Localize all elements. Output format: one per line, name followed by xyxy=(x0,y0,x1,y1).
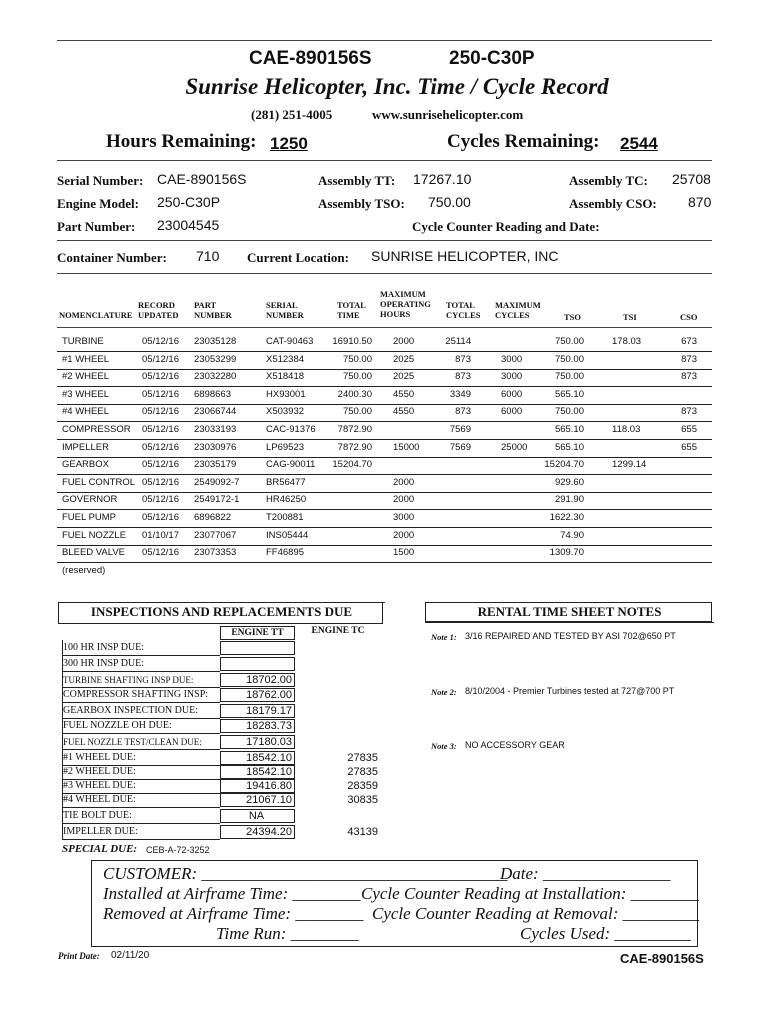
special-due-label: SPECIAL DUE: xyxy=(62,843,138,855)
page-title: Sunrise Helicopter, Inc. Time / Cycle Record xyxy=(185,74,609,99)
cell-serial: CAT-90463 xyxy=(266,336,314,347)
col-header-tsi: TSI xyxy=(623,312,637,322)
cell-tsi: 1299.14 xyxy=(612,459,647,471)
top-rule xyxy=(57,40,712,41)
cell-tso: 15204.70 xyxy=(544,459,584,471)
cell-part: 23035179 xyxy=(194,459,237,471)
note-2-label: Note 2: xyxy=(431,687,457,697)
cell-name: FUEL CONTROL xyxy=(62,476,136,488)
cell-max-hours: 4550 xyxy=(393,406,415,418)
table-row xyxy=(57,351,712,370)
table-header-rule xyxy=(57,327,712,328)
part-number-label: Part Number: xyxy=(57,219,136,234)
table-row xyxy=(57,456,712,475)
cell-updated: 05/12/16 xyxy=(142,476,179,488)
inspection-engine-tc[interactable]: 43139 xyxy=(347,826,378,838)
inspection-engine-tc[interactable] xyxy=(298,688,378,702)
cell-max-hours: 2025 xyxy=(393,371,415,383)
table-row xyxy=(57,544,712,563)
cycle-counter-label: Cycle Counter Reading and Date: xyxy=(412,219,600,234)
cell-total-time: 16910.50 xyxy=(332,336,372,347)
col-header-total-time: TOTAL TIME xyxy=(337,300,366,320)
table-row xyxy=(57,474,712,493)
table-row xyxy=(57,386,712,405)
inspection-label: GEARBOX INSPECTION DUE: xyxy=(63,704,220,719)
inspection-engine-tc[interactable]: 27835 xyxy=(347,752,378,764)
inspection-engine-tc[interactable] xyxy=(298,735,378,749)
table-row xyxy=(57,333,712,352)
cell-tso: 1622.30 xyxy=(549,512,584,523)
assembly-tc-value: 25708 xyxy=(672,171,711,187)
footer-code: CAE-890156S xyxy=(620,951,704,966)
inspection-engine-tt[interactable]: NA xyxy=(220,809,295,823)
cell-total-time: 750.00 xyxy=(342,371,372,383)
engine-tt-header: ENGINE TT xyxy=(220,626,295,640)
col-header-serial-number: SERIAL NUMBER xyxy=(266,300,304,320)
cell-tso: 750.00 xyxy=(554,406,584,418)
col-header-total-cycles: TOTAL CYCLES xyxy=(446,300,481,320)
cell-serial: CAC-91376 xyxy=(266,424,316,435)
cell-serial: X503932 xyxy=(266,406,305,418)
inspection-engine-tc[interactable] xyxy=(298,673,378,687)
cycles-used-line[interactable]: Cycles Used: _________ xyxy=(520,924,691,943)
inspection-label: FUEL NOZZLE TEST/CLEAN DUE: xyxy=(63,735,220,750)
note-2-text: 8/10/2004 - Premier Turbines tested at 727@700 PT xyxy=(465,686,675,696)
cell-max-hours: 1500 xyxy=(393,547,415,559)
cell-max-cycles: 6000 xyxy=(501,388,523,400)
cycle-install-line[interactable]: Cycle Counter Reading at Installation: ________ xyxy=(361,884,699,903)
reserved-note: (reserved) xyxy=(62,565,106,576)
cell-name: COMPRESSOR xyxy=(62,424,131,435)
inspection-engine-tt[interactable]: 18702.00 xyxy=(220,673,295,687)
header-model-code: 250-C30P xyxy=(449,48,535,69)
cell-max-cycles: 6000 xyxy=(501,406,523,418)
inspection-engine-tt[interactable]: 21067.10 xyxy=(220,793,295,807)
inspection-engine-tt[interactable]: 18283.73 xyxy=(220,719,295,733)
cell-updated: 05/12/16 xyxy=(142,512,179,523)
serial-number-label: Serial Number: xyxy=(57,173,144,188)
inspection-label: #4 WHEEL DUE: xyxy=(63,793,220,808)
engine-model-label: Engine Model: xyxy=(57,196,139,211)
cell-name: #3 WHEEL xyxy=(62,388,109,400)
inspection-label: COMPRESSOR SHAFTING INSP: xyxy=(63,688,220,703)
inspection-engine-tt[interactable]: 18542.10 xyxy=(220,751,295,765)
inspection-label: #1 WHEEL DUE: xyxy=(63,751,220,766)
cell-serial: T200881 xyxy=(266,512,304,523)
cell-max-cycles: 3000 xyxy=(501,371,523,383)
inspection-engine-tc[interactable] xyxy=(298,809,378,823)
cell-name: GEARBOX xyxy=(62,459,109,471)
cell-part: 23035128 xyxy=(194,336,237,347)
table-row xyxy=(57,439,712,458)
cell-updated: 05/12/16 xyxy=(142,459,179,471)
cell-max-hours: 2000 xyxy=(393,494,415,506)
cell-updated: 05/12/16 xyxy=(142,547,179,559)
cell-total-time: 750.00 xyxy=(342,353,372,365)
cell-part: 23032280 xyxy=(194,371,237,383)
cell-updated: 05/12/16 xyxy=(142,406,179,418)
cell-cso: 873 xyxy=(681,406,697,418)
inspection-label: 100 HR INSP DUE: xyxy=(63,641,220,656)
website-link[interactable]: www.sunrisehelicopter.com xyxy=(372,107,524,122)
inspection-label: 300 HR INSP DUE: xyxy=(63,657,220,672)
inspection-engine-tt[interactable]: 17180.03 xyxy=(220,735,295,749)
table-row xyxy=(57,421,712,440)
inspection-engine-tc[interactable]: 30835 xyxy=(347,794,378,806)
cell-total-cycles: 3349 xyxy=(449,388,471,400)
cell-name: BLEED VALVE xyxy=(62,547,126,559)
cell-tso: 291.90 xyxy=(554,494,584,506)
cell-tso: 565.10 xyxy=(554,441,584,453)
cell-tso: 1309.70 xyxy=(549,547,584,559)
inspections-title: INSPECTIONS AND REPLACEMENTS DUE xyxy=(90,604,353,619)
table-row xyxy=(57,527,712,546)
assembly-tso-label: Assembly TSO: xyxy=(318,196,405,211)
col-header-tso: TSO xyxy=(564,312,582,322)
inspection-engine-tc[interactable]: 27835 xyxy=(347,766,378,778)
inspection-engine-tc[interactable] xyxy=(298,719,378,733)
cell-part: 6898663 xyxy=(194,388,231,400)
cell-max-hours: 2025 xyxy=(393,353,415,365)
info-mid-rule xyxy=(57,240,712,241)
cell-total-cycles: 873 xyxy=(455,353,471,365)
serial-number-value: CAE-890156S xyxy=(157,171,247,187)
cell-tso: 929.60 xyxy=(554,476,584,488)
cell-name: IMPELLER xyxy=(62,441,109,453)
inspection-engine-tt[interactable]: 18762.00 xyxy=(220,688,295,702)
cell-total-cycles: 873 xyxy=(455,406,471,418)
cell-total-time: 7872.90 xyxy=(337,424,372,435)
info-top-rule xyxy=(57,160,712,161)
inspection-engine-tc[interactable] xyxy=(298,657,378,671)
cell-max-hours: 4550 xyxy=(393,388,415,400)
col-header-part-number: PART NUMBER xyxy=(194,300,232,320)
cell-tsi: 118.03 xyxy=(612,424,641,435)
cell-part: 23033193 xyxy=(194,424,237,435)
cell-cso: 873 xyxy=(681,371,697,383)
note-3-text: NO ACCESSORY GEAR xyxy=(465,740,565,750)
inspection-engine-tt[interactable]: 24394.20 xyxy=(220,825,295,839)
cell-updated: 05/12/16 xyxy=(142,424,179,435)
removed-time-line[interactable]: Removed at Airframe Time: ________ xyxy=(103,904,364,923)
inspection-engine-tt[interactable] xyxy=(220,657,295,671)
inspection-label: TIE BOLT DUE: xyxy=(63,809,220,824)
cell-serial: INS05444 xyxy=(266,529,309,541)
cell-part: 23066744 xyxy=(194,406,237,418)
assembly-tso-value: 750.00 xyxy=(428,194,471,210)
part-number-value: 23004545 xyxy=(157,217,220,233)
col-header-cso: CSO xyxy=(680,312,698,322)
cell-total-cycles: 873 xyxy=(455,371,471,383)
cell-updated: 05/12/16 xyxy=(142,388,179,400)
cell-total-cycles: 7569 xyxy=(449,441,471,453)
inspection-engine-tc[interactable] xyxy=(298,704,378,718)
cell-tsi: 178.03 xyxy=(612,336,642,347)
rental-notes-title: RENTAL TIME SHEET NOTES xyxy=(477,604,662,619)
inspection-engine-tt[interactable]: 19416.80 xyxy=(220,779,295,793)
phone-number: (281) 251-4005 xyxy=(251,107,333,122)
container-number-value: 710 xyxy=(196,248,220,264)
cell-part: 23030976 xyxy=(194,441,237,453)
cell-updated: 05/12/16 xyxy=(142,441,179,453)
inspection-label: #2 WHEEL DUE: xyxy=(63,765,220,780)
cell-name: TURBINE xyxy=(62,336,104,347)
inspection-label: IMPELLER DUE: xyxy=(63,825,220,840)
cell-name: GOVERNOR xyxy=(62,494,118,506)
cell-part: 23077067 xyxy=(194,529,237,541)
cell-max-cycles: 25000 xyxy=(501,441,528,453)
inspection-engine-tc[interactable]: 28359 xyxy=(347,780,378,792)
cell-name: #1 WHEEL xyxy=(62,353,109,365)
cell-tso: 74.90 xyxy=(560,529,584,541)
cell-part: 6896822 xyxy=(194,512,231,523)
inspection-label: TURBINE SHAFTING INSP DUE: xyxy=(63,673,220,688)
assembly-tc-label: Assembly TC: xyxy=(569,173,648,188)
cell-serial: HX93001 xyxy=(266,388,306,400)
table-row xyxy=(57,491,712,510)
cycle-removal-line[interactable]: Cycle Counter Reading at Removal: _________ xyxy=(372,904,700,923)
cell-tso: 750.00 xyxy=(554,353,584,365)
col-header-nomenclature: NOMENCLATURE xyxy=(59,310,133,320)
print-date-value: 02/11/20 xyxy=(111,950,150,961)
cell-cso: 655 xyxy=(681,424,697,435)
cell-total-cycles: 25114 xyxy=(445,336,471,347)
assembly-cso-value: 870 xyxy=(688,194,712,210)
cell-max-hours: 2000 xyxy=(393,336,415,347)
cell-name: FUEL PUMP xyxy=(62,512,117,523)
cycles-remaining-label: Cycles Remaining: xyxy=(447,131,600,152)
note-3-label: Note 3: xyxy=(431,741,457,751)
hours-remaining-label: Hours Remaining: xyxy=(106,131,257,152)
cell-name: FUEL NOZZLE xyxy=(62,529,127,541)
info-bottom-rule xyxy=(57,273,712,274)
assembly-tt-value: 17267.10 xyxy=(413,171,472,187)
header-serial-code: CAE-890156S xyxy=(249,48,372,69)
cell-serial: FF46895 xyxy=(266,547,305,559)
inspection-engine-tt[interactable]: 18179.17 xyxy=(220,704,295,718)
cell-updated: 05/12/16 xyxy=(142,336,179,347)
inspection-label: #3 WHEEL DUE: xyxy=(63,779,220,794)
inspection-engine-tt[interactable] xyxy=(220,641,295,655)
cell-max-hours: 15000 xyxy=(393,441,420,453)
cell-total-time: 7872.90 xyxy=(337,441,372,453)
inspection-engine-tc[interactable] xyxy=(298,641,378,655)
print-date-label: Print Date: xyxy=(58,951,100,961)
cell-total-time: 15204.70 xyxy=(332,459,372,471)
cell-cso: 655 xyxy=(681,441,697,453)
cell-serial: X512384 xyxy=(266,353,305,365)
note-1-label: Note 1: xyxy=(431,632,457,642)
cell-tso: 565.10 xyxy=(554,424,584,435)
installed-time-line[interactable]: Installed at Airframe Time: ________ xyxy=(103,884,361,903)
cell-serial: CAG-90011 xyxy=(266,459,316,471)
cell-serial: BR56477 xyxy=(266,476,306,488)
cell-part: 23073353 xyxy=(194,547,237,559)
cell-updated: 01/10/17 xyxy=(142,529,179,541)
special-due-value: CEB-A-72-3252 xyxy=(146,845,210,855)
cell-max-hours: 2000 xyxy=(393,476,415,488)
table-row xyxy=(57,403,712,422)
cycles-remaining-value: 2544 xyxy=(620,134,658,153)
cell-tso: 750.00 xyxy=(554,336,584,347)
note-1-text: 3/16 REPAIRED AND TESTED BY ASI 702@650 PT xyxy=(465,631,676,641)
table-row xyxy=(57,509,712,528)
cell-serial: LP69523 xyxy=(266,441,305,453)
rental-notes-divider xyxy=(425,622,714,623)
cell-total-time: 2400.30 xyxy=(337,388,372,400)
cell-serial: HR46250 xyxy=(266,494,307,506)
assembly-cso-label: Assembly CSO: xyxy=(569,196,657,211)
cell-part: 2549092-7 xyxy=(194,476,240,488)
current-location-value: SUNRISE HELICOPTER, INC xyxy=(371,248,559,264)
time-run-line[interactable]: Time Run: ________ xyxy=(216,924,359,943)
col-header-max-cycles: MAXIMUM CYCLES xyxy=(495,300,541,320)
cell-name: #2 WHEEL xyxy=(62,371,109,383)
cell-cso: 673 xyxy=(681,336,697,347)
inspection-label: FUEL NOZZLE OH DUE: xyxy=(63,719,220,734)
cell-updated: 05/12/16 xyxy=(142,353,179,365)
cell-updated: 05/12/16 xyxy=(142,494,179,506)
assembly-tt-label: Assembly TT: xyxy=(318,173,396,188)
cell-cso: 873 xyxy=(681,353,697,365)
cell-tso: 565.10 xyxy=(554,388,584,400)
col-header-record-updated: RECORD UPDATED xyxy=(138,300,179,320)
inspection-engine-tt[interactable]: 18542.10 xyxy=(220,765,295,779)
cell-max-cycles: 3000 xyxy=(501,353,523,365)
cell-part: 23053299 xyxy=(194,353,237,365)
col-header-max-op-hours: MAXIMUM OPERATING HOURS xyxy=(380,289,431,319)
cell-updated: 05/12/16 xyxy=(142,371,179,383)
cell-serial: X518418 xyxy=(266,371,305,383)
cell-total-cycles: 7569 xyxy=(449,424,471,435)
cell-max-hours: 2000 xyxy=(393,529,415,541)
customer-line[interactable]: CUSTOMER: ____________________________________ xyxy=(103,864,508,883)
cell-part: 2549172-1 xyxy=(194,494,240,506)
cell-tso: 750.00 xyxy=(554,371,584,383)
container-number-label: Container Number: xyxy=(57,250,167,265)
table-row xyxy=(57,368,712,387)
cell-max-hours: 3000 xyxy=(393,512,415,523)
cell-total-time: 750.00 xyxy=(342,406,372,418)
current-location-label: Current Location: xyxy=(247,250,349,265)
date-line[interactable]: Date: _______________ xyxy=(500,864,671,883)
cell-name: #4 WHEEL xyxy=(62,406,109,418)
hours-remaining-value: 1250 xyxy=(270,134,308,153)
engine-model-value: 250-C30P xyxy=(157,194,221,210)
engine-tc-header: ENGINE TC xyxy=(311,626,365,636)
